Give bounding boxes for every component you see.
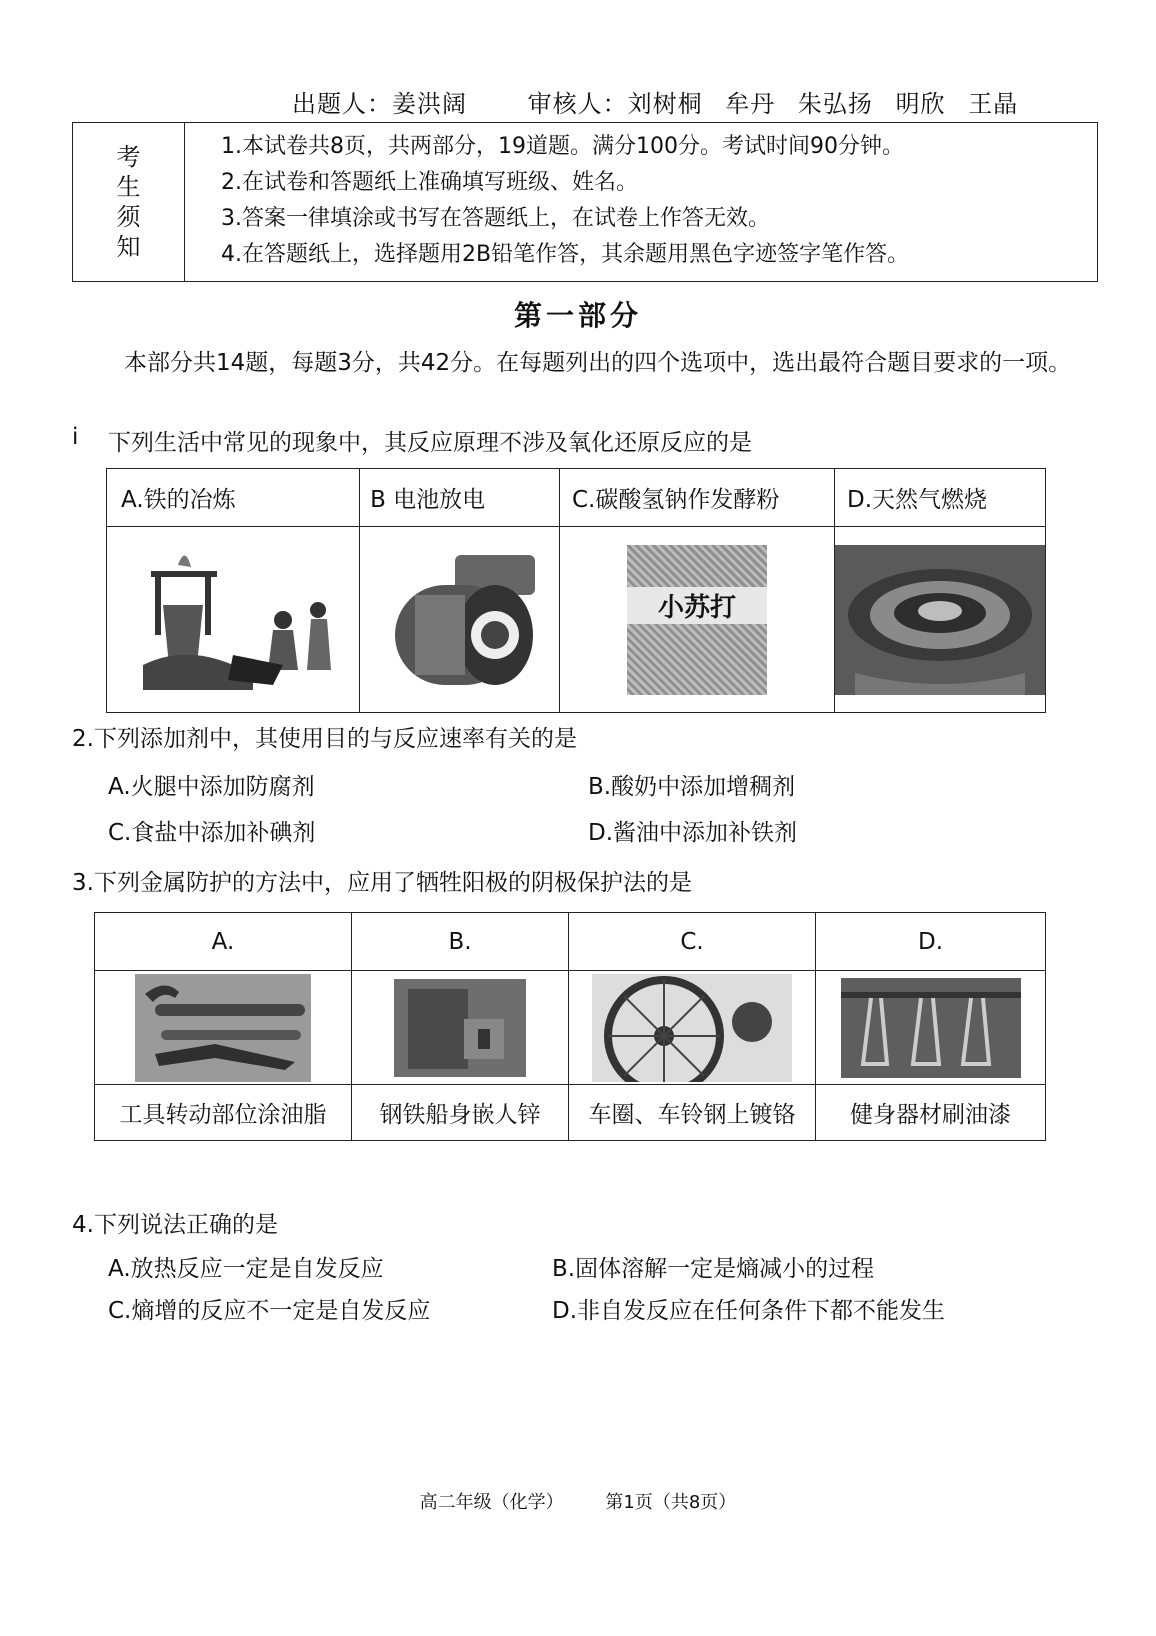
question-2-text: 2.下列添加剂中，其使用目的与反应速率有关的是	[72, 726, 577, 752]
q4-option-c[interactable]: C.熵增的反应不一定是自发反应	[108, 1298, 431, 1324]
q3-header-c[interactable]: C.	[569, 913, 816, 971]
q3-image-cell-c	[569, 971, 816, 1085]
q1-option-d[interactable]: D.天然气燃烧	[835, 469, 1046, 527]
q3-image-cell-d	[816, 971, 1046, 1085]
bag-label: 小苏打	[627, 587, 767, 624]
question-1-text: 下列生活中常见的现象中，其反应原理不涉及氧化还原反应的是	[108, 430, 752, 456]
question-1-number: i	[72, 424, 79, 450]
header-line	[292, 84, 1032, 119]
q1-image-cell-c	[560, 527, 835, 713]
q3-caption-c: 车圈、车铃钢上镀铬	[569, 1085, 816, 1141]
notice-label-char: 须	[116, 203, 141, 231]
q3-header-a[interactable]: A.	[95, 913, 352, 971]
q3-image-cell-b	[352, 971, 569, 1085]
reviewer-label: 审核人：刘树桐	[527, 90, 703, 118]
reviewer-name: 朱弘扬	[797, 90, 873, 118]
q3-image-cell-a	[95, 971, 352, 1085]
part-intro: 本部分共14题，每题3分，共42分。在每题列出的四个选项中，选出最符合题目要求的一项。	[124, 350, 1072, 376]
notice-label-char: 知	[116, 233, 141, 261]
q1-image-cell-b	[360, 527, 560, 713]
notice-item: 4.在答题纸上，选择题用2B铅笔作答，其余题用黑色字迹签字笔作答。	[221, 242, 910, 267]
q1-image-cell-a	[107, 527, 360, 713]
exam-notice-box	[72, 122, 1098, 282]
reviewer-name: 明欣	[895, 90, 946, 118]
q3-caption-a: 工具转动部位涂油脂	[95, 1085, 352, 1141]
gas-flame-image	[835, 545, 1045, 695]
q4-option-a[interactable]: A.放热反应一定是自发反应	[108, 1256, 384, 1282]
q4-option-b[interactable]: B.固体溶解一定是熵减小的过程	[552, 1256, 875, 1282]
q2-option-a[interactable]: A.火腿中添加防腐剂	[108, 774, 315, 800]
author-label: 出题人：姜洪阔	[292, 90, 467, 118]
battery-image	[375, 545, 545, 695]
q2-option-d[interactable]: D.酱油中添加补铁剂	[588, 820, 798, 846]
q1-image-cell-d	[835, 527, 1046, 713]
q4-option-d[interactable]: D.非自发反应在任何条件下都不能发生	[552, 1298, 946, 1324]
tools-image	[135, 974, 311, 1082]
question-1-table	[106, 468, 1046, 713]
question-3-table	[94, 912, 1046, 1141]
ship-hull-image	[394, 979, 526, 1077]
page-footer	[0, 1488, 1156, 1514]
notice-item: 1.本试卷共8页，共两部分，19道题。满分100分。考试时间90分钟。	[221, 134, 904, 159]
question-4-text: 4.下列说法正确的是	[72, 1212, 278, 1238]
q1-option-a[interactable]: A.铁的冶炼	[107, 469, 360, 527]
notice-items	[221, 129, 909, 273]
footer-page: 第1页（共8页）	[605, 1492, 737, 1513]
q3-caption-d: 健身器材刷油漆	[816, 1085, 1046, 1141]
q2-option-b[interactable]: B.酸奶中添加增稠剂	[588, 774, 796, 800]
q1-option-c[interactable]: C.碳酸氢钠作发酵粉	[560, 469, 835, 527]
notice-label	[73, 123, 185, 281]
q3-caption-b: 钢铁船身嵌人锌	[352, 1085, 569, 1141]
notice-item: 3.答案一律填涂或书写在答题纸上，在试卷上作答无效。	[221, 206, 770, 231]
part-title: 第一部分	[513, 299, 642, 332]
fitness-equipment-image	[841, 978, 1021, 1078]
q1-option-b[interactable]: B 电池放电	[360, 469, 560, 527]
iron-smelting-image	[133, 545, 333, 695]
bicycle-wheel-image	[592, 974, 792, 1082]
footer-grade: 高二年级（化学）	[419, 1492, 564, 1513]
reviewer-name: 牟丹	[725, 90, 776, 118]
q3-header-d[interactable]: D.	[816, 913, 1046, 971]
q2-option-c[interactable]: C.食盐中添加补碘剂	[108, 820, 316, 846]
notice-label-char: 生	[116, 173, 141, 201]
q3-header-b[interactable]: B.	[352, 913, 569, 971]
notice-label-char: 考	[116, 143, 141, 171]
question-3-text: 3.下列金属防护的方法中，应用了牺牲阳极的阴极保护法的是	[72, 870, 692, 896]
reviewer-name: 王晶	[968, 90, 1019, 118]
notice-item: 2.在试卷和答题纸上准确填写班级、姓名。	[221, 170, 638, 195]
baking-soda-bag-image	[627, 545, 767, 695]
